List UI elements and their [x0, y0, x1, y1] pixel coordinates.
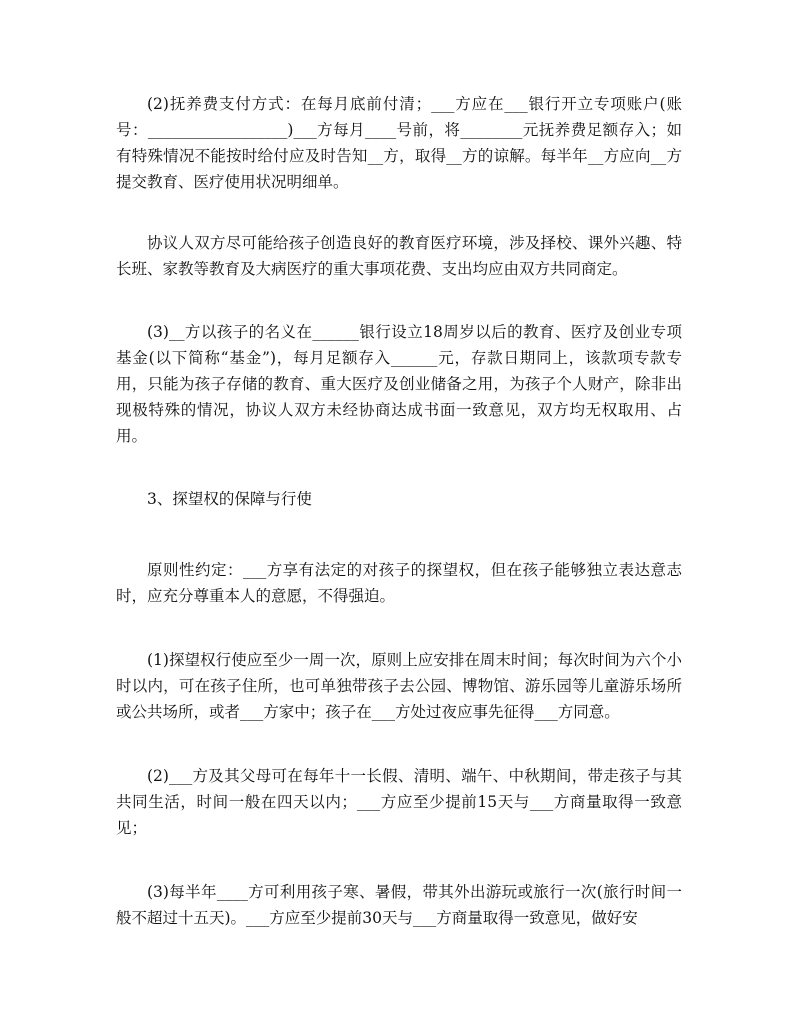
section-heading-visitation: 3、探望权的保障与行使 [147, 490, 312, 508]
paragraph-holiday-visitation: (2)___方及其父母可在每年十一长假、清明、端午、中秋期间，带走孩子与其共同生活，时间一般在四天以内；___方应至少提前15天与___方商量取得一致意见； [116, 767, 682, 837]
paragraph-alimony-payment: (2)抚养费支付方式：在每月底前付清；___方应在___银行开立专项账户(账号：__________________)___方每月____号前，将________元抚养费足额存入；如有特殊情况不能按时给付应及时告知__方，取得__方的谅解。每半年__方应向__方提交教育、医疗使用状况明细单。 [116, 95, 682, 191]
paragraph-education-medical: 协议人双方尽可能给孩子创造良好的教育医疗环境，涉及择校、课外兴趣、特长班、家教等教育及大病医疗的重大事项花费、支出均应由双方共同商定。 [116, 234, 682, 278]
paragraph-weekly-visitation: (1)探望权行使应至少一周一次，原则上应安排在周末时间；每次时间为六个小时以内，可在孩子住所，也可单独带孩子去公园、博物馆、游乐园等儿童游乐场所或公共场所，或者___方家中；孩子在___方处过夜应事先征得___方同意。 [116, 651, 682, 721]
paragraph-special-fund: (3)__方以孩子的名义在______银行设立18周岁以后的教育、医疗及创业专项基金(以下简称“基金”)，每月足额存入______元，存款日期同上，该款项专款专用，只能为孩子存储的教育、重大医疗及创业储备之用，为孩子个人财产，除非出现极特殊的情况，协议人双方未经协商达成书面一致意见，双方均无权取用、占用。 [116, 323, 682, 445]
paragraph-visitation-principle: 原则性约定：___方享有法定的对孩子的探望权，但在孩子能够独立表达意志时，应充分尊重本人的意愿，不得强迫。 [116, 561, 682, 605]
paragraph-vacation-travel: (3)每半年____方可利用孩子寒、暑假，带其外出游玩或旅行一次(旅行时间一般不超过十五天)。___方应至少提前30天与___方商量取得一致意见，做好安 [116, 883, 682, 927]
